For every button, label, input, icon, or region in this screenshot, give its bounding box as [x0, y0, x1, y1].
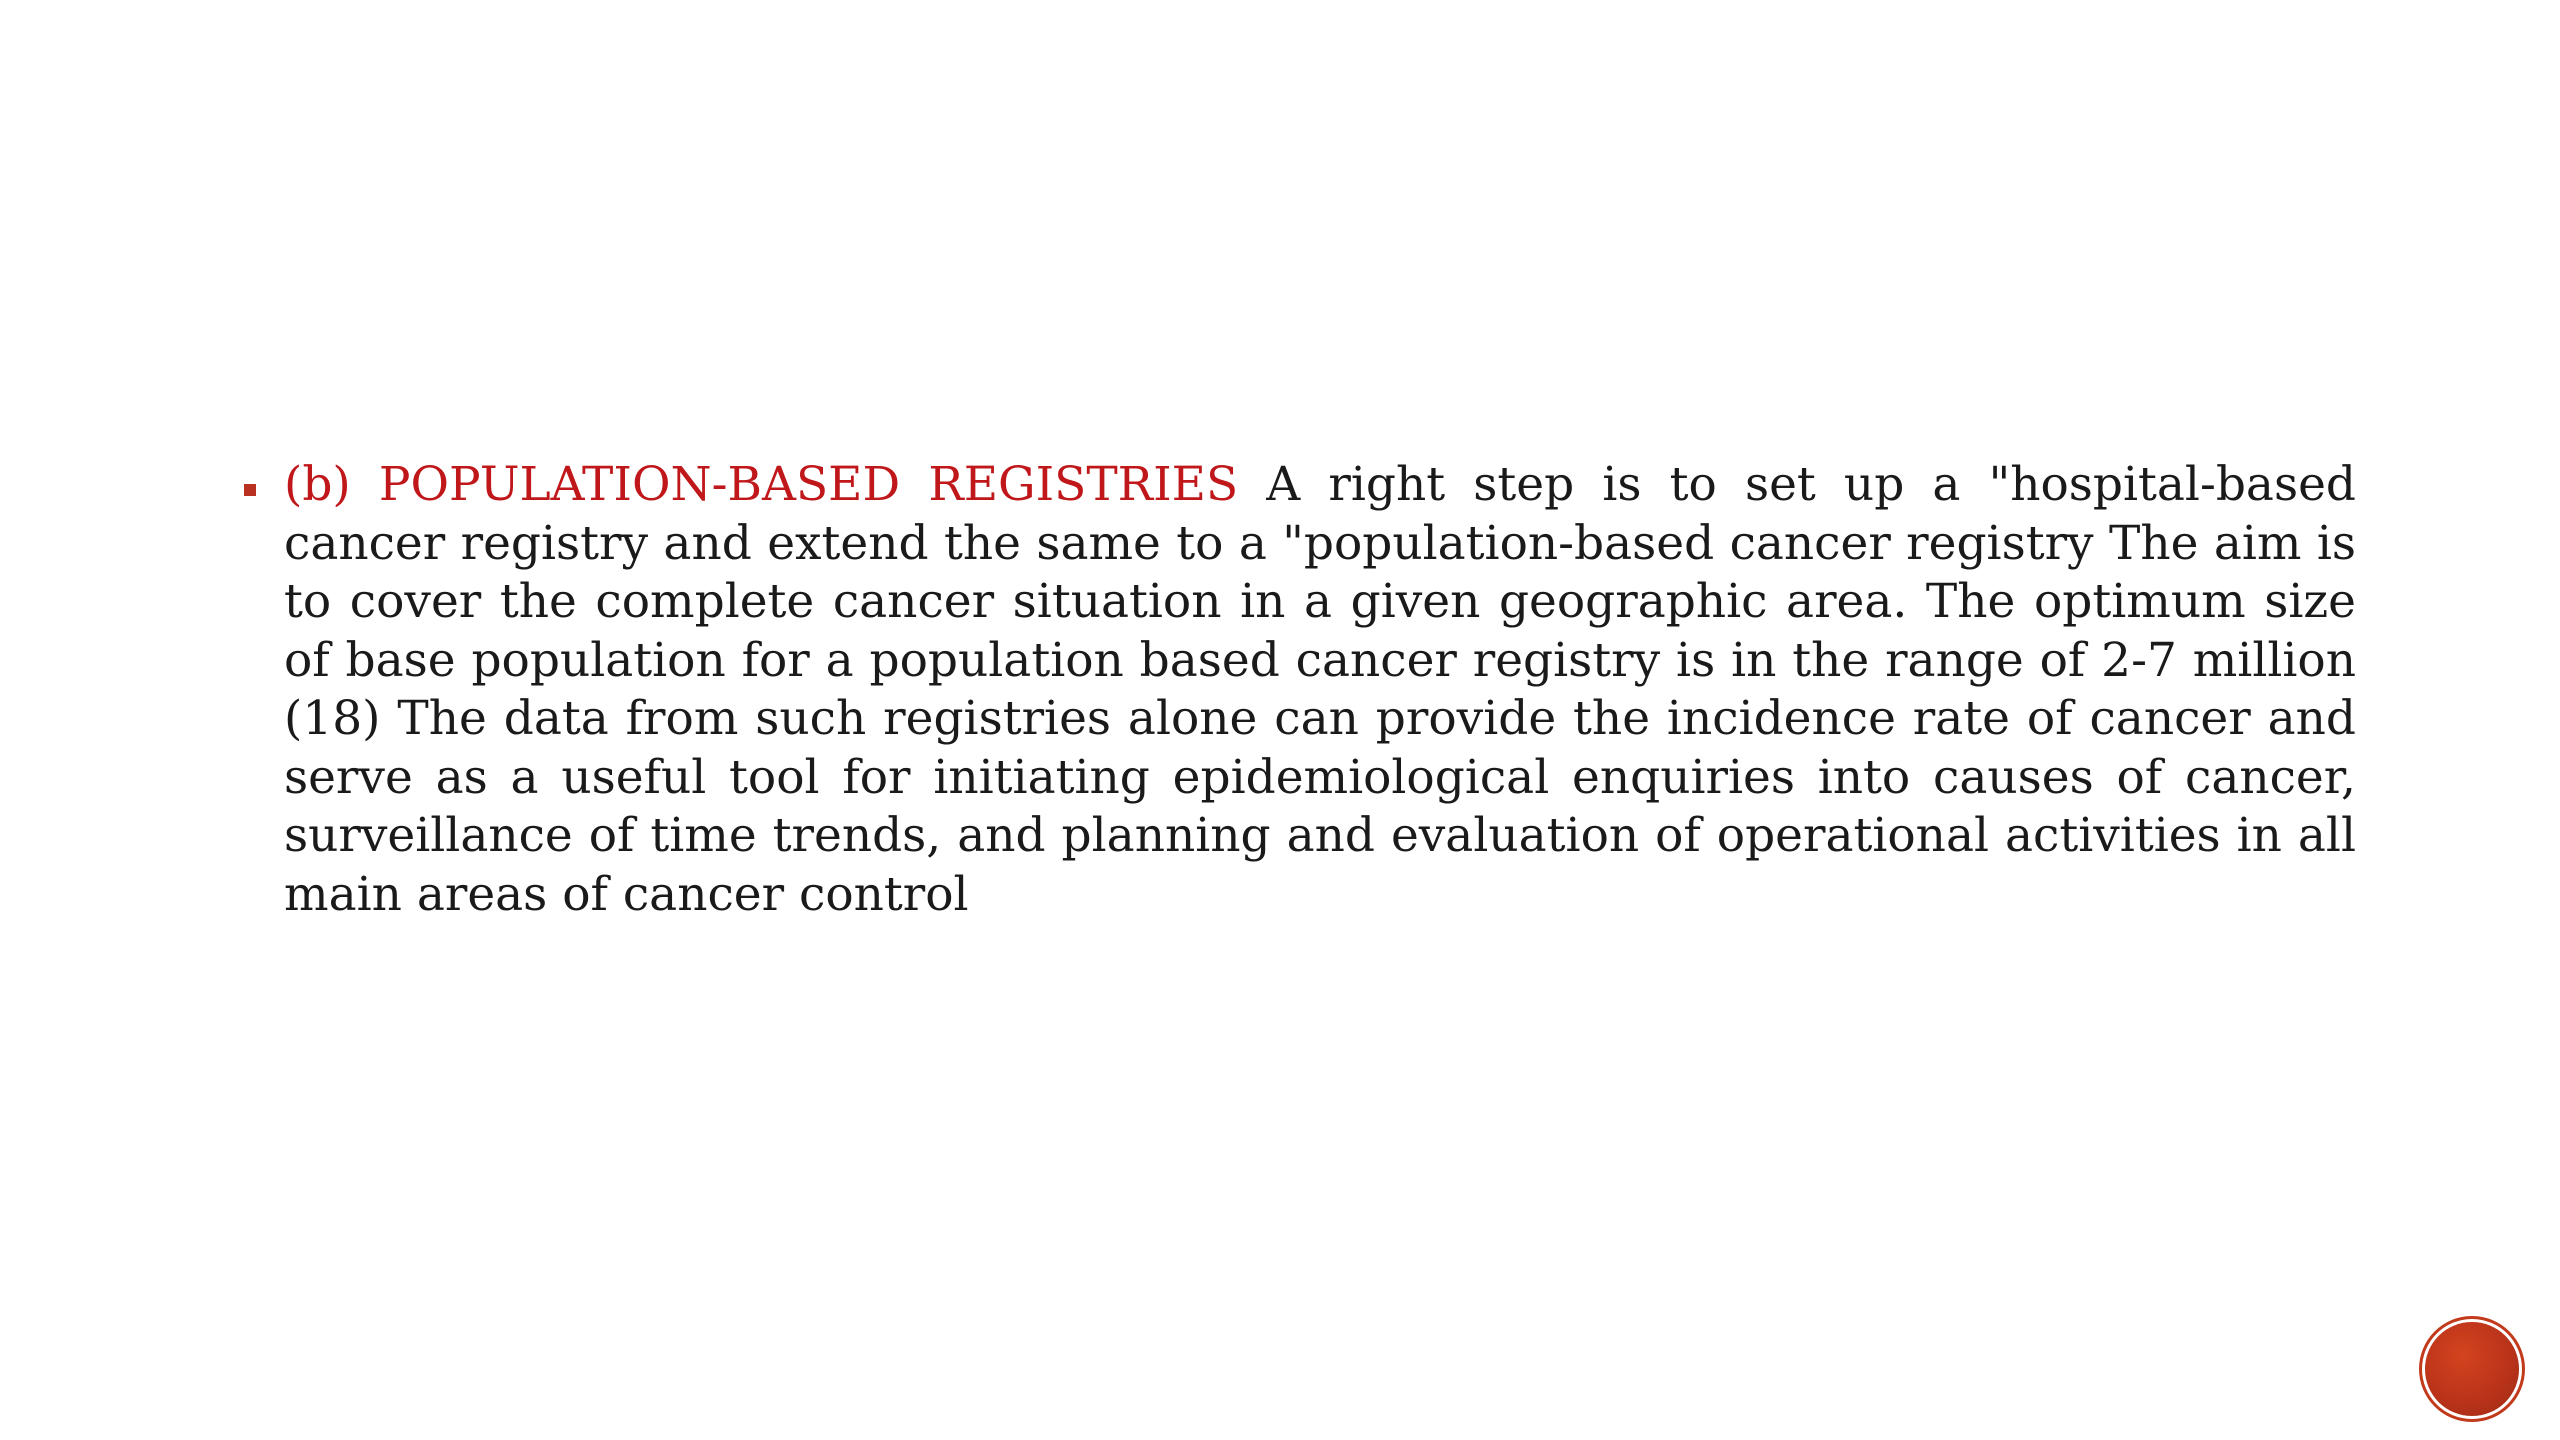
- section-heading: (b) POPULATION-BASED REGISTRIES: [284, 457, 1239, 512]
- bullet-item: [244, 456, 2356, 924]
- bullet-paragraph: [284, 456, 2356, 924]
- slide-number-badge-icon: [2425, 1322, 2519, 1416]
- body-text: A right step is to set up a "hospital-based cancer registry and extend the same to a "population-based cancer registry The aim is to cover the complete cancer situation in a given geographic area. The optimum size of base population for a population based cancer registry is in the range of 2-7 million (18) The data from such registries alone can provide the incidence rate of cancer and serve as a useful tool for initiating epidemiological enquiries into causes of cancer, surveillance of time trends, and planning and evaluation of operational activities in all main areas of cancer control: [284, 457, 2356, 922]
- square-bullet-icon: [244, 484, 256, 496]
